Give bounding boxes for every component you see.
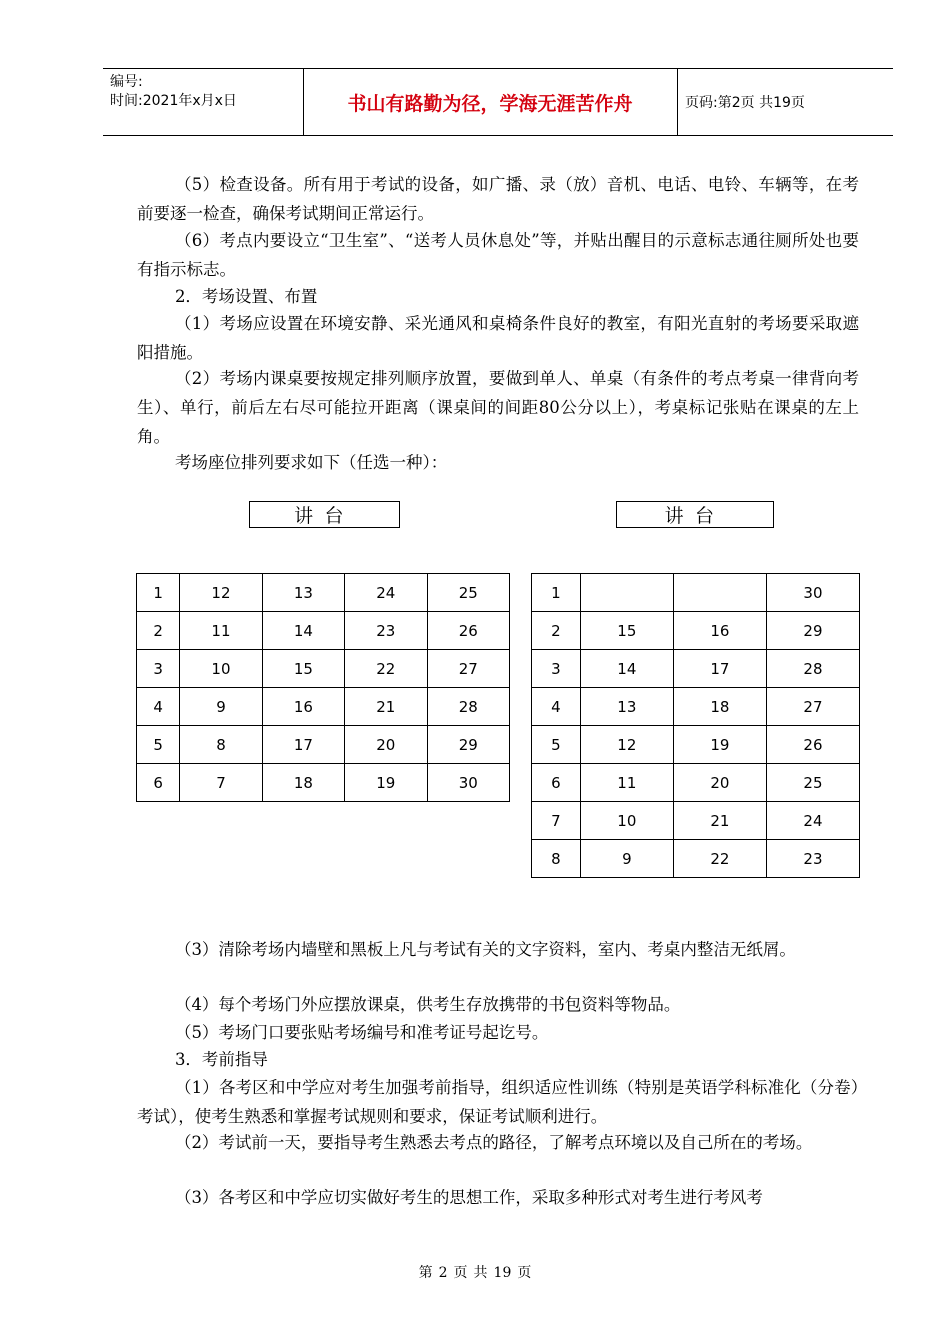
- paragraph: （5）检查设备。所有用于考试的设备，如广播、录（放）音机、电话、电铃、车辆等，在考前要逐一检查，确保考试期间正常运行。: [137, 175, 859, 223]
- header-page-label: 页码:第2页 共19页: [685, 95, 805, 111]
- seat-cell: 23: [345, 612, 427, 650]
- seat-cell: 25: [427, 574, 509, 612]
- seat-table-a: [136, 573, 510, 802]
- seat-cell: 25: [766, 764, 859, 802]
- table-row: [137, 574, 510, 612]
- table-row: [137, 688, 510, 726]
- footer-page-number: 2: [438, 1265, 448, 1281]
- seat-cell: 12: [180, 574, 262, 612]
- seat-cell: 10: [180, 650, 262, 688]
- seat-cell: 6: [532, 764, 581, 802]
- page-footer: [0, 1262, 950, 1282]
- paragraph: （1）考场应设置在环境安静、采光通风和桌椅条件良好的教室，有阳光直射的考场要采取遮阳措施。: [137, 314, 859, 362]
- table-row: [532, 650, 860, 688]
- table-row: [137, 650, 510, 688]
- seat-cell: 16: [262, 688, 344, 726]
- seat-cell: 26: [427, 612, 509, 650]
- seat-cell: 5: [137, 726, 180, 764]
- seat-cell: 19: [345, 764, 427, 802]
- paragraph: （3）各考区和中学应切实做好考生的思想工作，采取多种形式对考生进行考风考: [174, 1188, 763, 1207]
- seat-cell: 24: [345, 574, 427, 612]
- table-row: [137, 612, 510, 650]
- seat-cell: 20: [345, 726, 427, 764]
- seat-cell: 6: [137, 764, 180, 802]
- seat-cell: 21: [673, 802, 766, 840]
- seat-cell: 15: [262, 650, 344, 688]
- seat-table-b: [531, 573, 860, 878]
- seat-cell: 4: [137, 688, 180, 726]
- seat-cell: 27: [427, 650, 509, 688]
- seat-cell: 4: [532, 688, 581, 726]
- header-motto: 书山有路勤为径，学海无涯苦作舟: [347, 92, 633, 115]
- seat-cell: 7: [180, 764, 262, 802]
- table-row: [137, 726, 510, 764]
- seat-cell: 8: [180, 726, 262, 764]
- header-divider: [677, 69, 678, 135]
- seat-cell: 3: [532, 650, 581, 688]
- seat-cell: 12: [580, 726, 673, 764]
- seat-cell: 18: [262, 764, 344, 802]
- seat-cell: 2: [532, 612, 581, 650]
- footer-text: 共: [473, 1265, 488, 1281]
- seat-cell: 30: [766, 574, 859, 612]
- paragraph: （3）清除考场内墙壁和黑板上凡与考试有关的文字资料，室内、考桌内整洁无纸屑。: [174, 940, 796, 959]
- seat-cell: 2: [137, 612, 180, 650]
- seat-cell: 30: [427, 764, 509, 802]
- seat-cell: 29: [766, 612, 859, 650]
- seat-cell: 7: [532, 802, 581, 840]
- table-row: [532, 764, 860, 802]
- seat-cell: 8: [532, 840, 581, 878]
- footer-text: 页: [453, 1265, 468, 1281]
- seat-cell: 13: [580, 688, 673, 726]
- paragraph: （1）各考区和中学应对考生加强考前指导，组织适应性训练（特别是英语学科标准化（分卷）考试），使考生熟悉和掌握考试规则和要求，保证考试顺利进行。: [137, 1078, 859, 1126]
- paragraph: （2）考试前一天，要指导考生熟悉去考点的路径，了解考点环境以及自己所在的考场。: [174, 1133, 813, 1152]
- seat-cell: 1: [532, 574, 581, 612]
- paragraph: （5）考场门口要张贴考场编号和准考证号起讫号。: [174, 1023, 549, 1042]
- seat-cell: 15: [580, 612, 673, 650]
- seat-cell: 11: [580, 764, 673, 802]
- podium-label-a: 讲台: [249, 501, 400, 528]
- page-header: [103, 68, 893, 136]
- seat-cell: 27: [766, 688, 859, 726]
- serial-label: 编号:: [110, 74, 143, 90]
- time-label: 时间:2021年x月x日: [110, 93, 237, 109]
- seat-cell: 17: [262, 726, 344, 764]
- seat-cell: 26: [766, 726, 859, 764]
- table-row: [532, 802, 860, 840]
- footer-text: 页: [517, 1265, 532, 1281]
- seat-cell: 16: [673, 612, 766, 650]
- paragraph: 考场座位排列要求如下（任选一种）：: [174, 453, 448, 472]
- table-row: [532, 840, 860, 878]
- seat-cell: 13: [262, 574, 344, 612]
- footer-total-pages: 19: [493, 1265, 512, 1281]
- section-heading: 3．考前指导: [174, 1050, 268, 1069]
- seat-cell: 5: [532, 726, 581, 764]
- seat-cell: 10: [580, 802, 673, 840]
- seat-cell: 20: [673, 764, 766, 802]
- seat-cell: [580, 574, 673, 612]
- seat-cell: 14: [580, 650, 673, 688]
- seat-cell: 29: [427, 726, 509, 764]
- seat-cell: 14: [262, 612, 344, 650]
- header-meta: [110, 73, 237, 111]
- paragraph: （4）每个考场门外应摆放课桌，供考生存放携带的书包资料等物品。: [174, 995, 681, 1014]
- table-row: [532, 612, 860, 650]
- seat-cell: 18: [673, 688, 766, 726]
- table-row: [532, 574, 860, 612]
- paragraph: （2）考场内课桌要按规定排列顺序放置，要做到单人、单桌（有条件的考点考桌一律背向考生）、单行，前后左右尽可能拉开距离（课桌间的间距80公分以上），考桌标记张贴在课桌的左上角。: [137, 369, 859, 446]
- seat-cell: 28: [766, 650, 859, 688]
- seat-cell: 3: [137, 650, 180, 688]
- seat-cell: 23: [766, 840, 859, 878]
- footer-text: 第: [418, 1265, 433, 1281]
- seat-cell: 22: [345, 650, 427, 688]
- table-row: [532, 688, 860, 726]
- seat-cell: 19: [673, 726, 766, 764]
- seat-cell: 21: [345, 688, 427, 726]
- seat-cell: 11: [180, 612, 262, 650]
- table-row: [532, 726, 860, 764]
- seat-cell: 9: [580, 840, 673, 878]
- seat-cell: 9: [180, 688, 262, 726]
- seat-cell: 22: [673, 840, 766, 878]
- seat-cell: 1: [137, 574, 180, 612]
- seat-cell: [673, 574, 766, 612]
- seat-cell: 17: [673, 650, 766, 688]
- paragraph: （6）考点内要设立“卫生室”、“送考人员休息处”等，并贴出醒目的示意标志通往厕所处也要有指示标志。: [137, 231, 859, 279]
- seat-cell: 28: [427, 688, 509, 726]
- table-row: [137, 764, 510, 802]
- section-heading: 2．考场设置、布置: [174, 287, 318, 306]
- seat-cell: 24: [766, 802, 859, 840]
- podium-label-b: 讲台: [616, 501, 774, 528]
